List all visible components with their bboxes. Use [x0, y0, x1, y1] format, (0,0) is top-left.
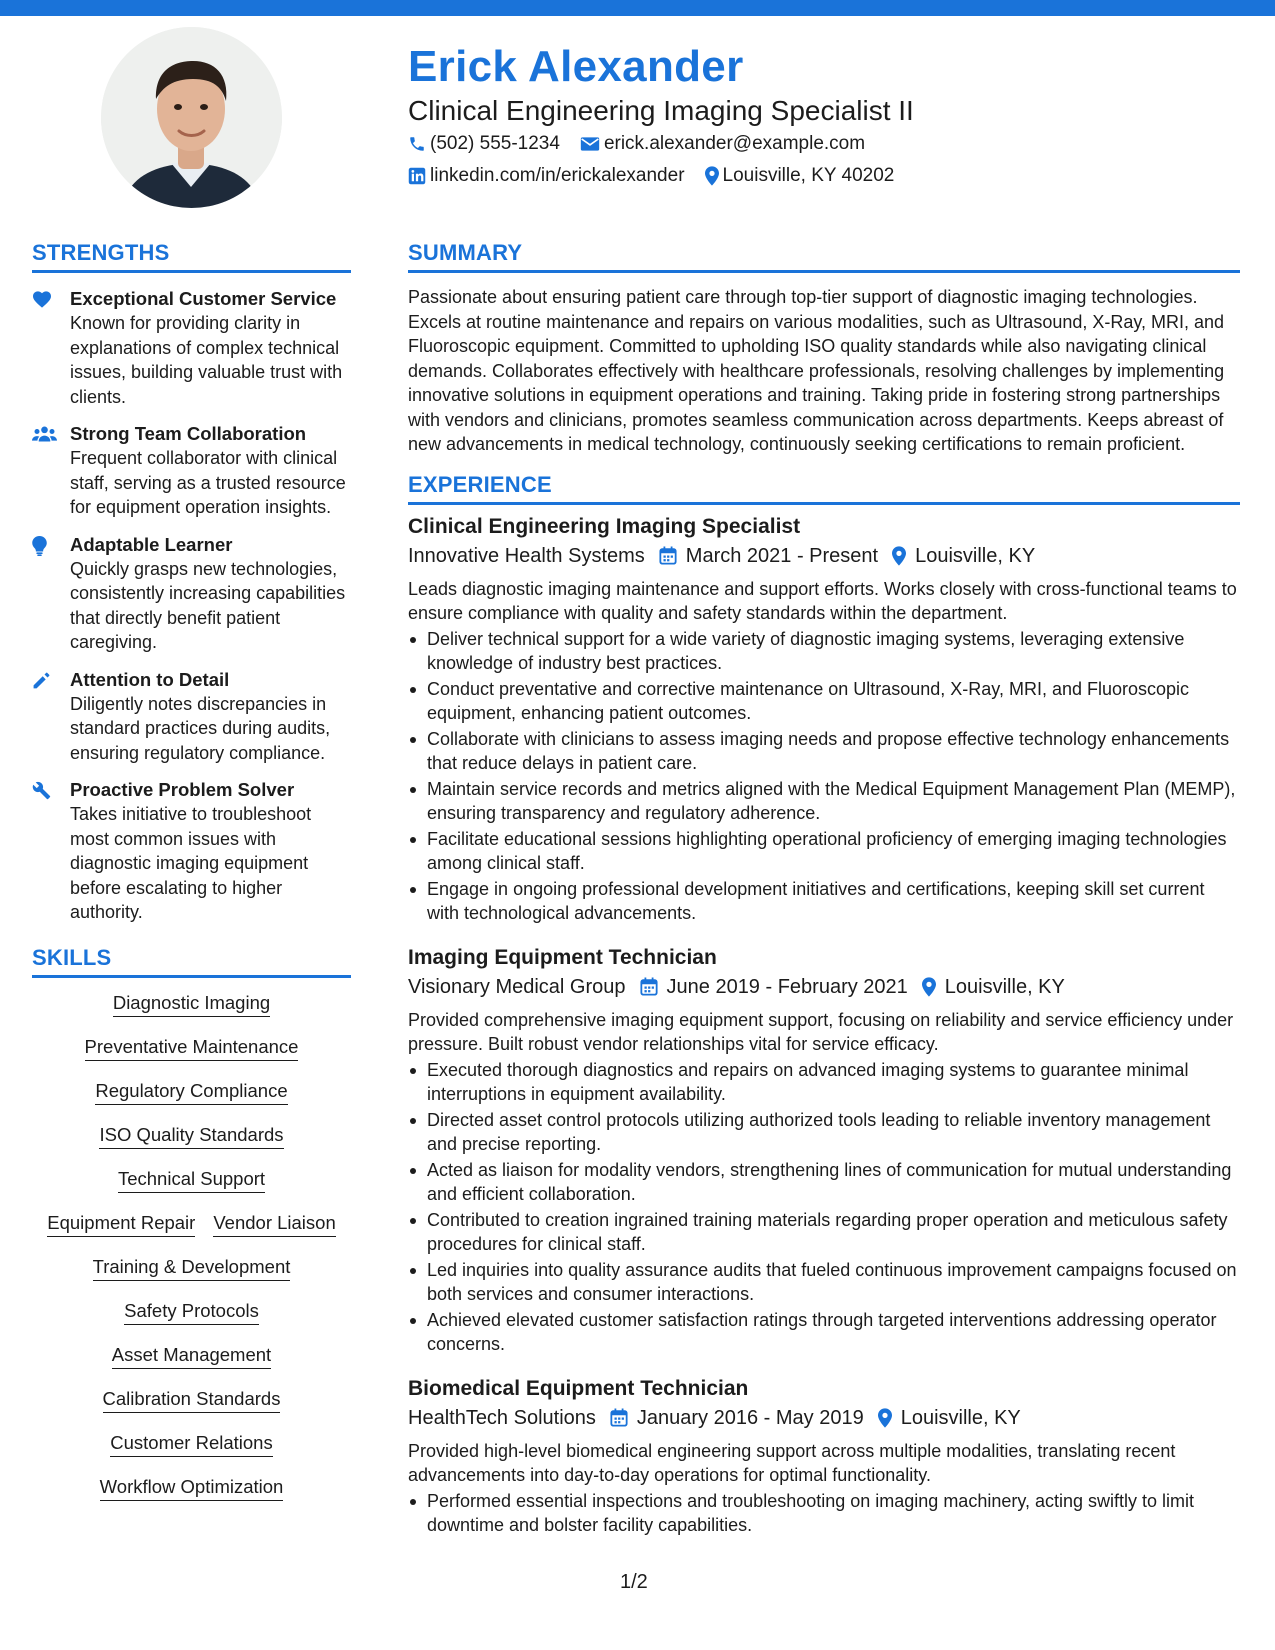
candidate-title: Clinical Engineering Imaging Specialist II	[408, 95, 914, 126]
job-role: Biomedical Equipment Technician	[408, 1376, 749, 1400]
strength-item	[32, 668, 351, 766]
job-bullet: Conduct preventative and corrective maintenance on Ultrasound, X-Ray, MRI, and Fluoroscopic equipment, enhancing patient outcomes.	[408, 677, 1240, 726]
job-location-text: Louisville, KY	[915, 544, 1036, 567]
calendar-icon	[659, 546, 677, 565]
contact-email[interactable]	[580, 133, 865, 155]
page-number: 1/2	[620, 1571, 648, 1593]
strength-desc: Known for providing clarity in explanations of complex technical issues, building valuable trust with clients.	[70, 313, 343, 407]
job-bullet: Performed essential inspections and troubleshooting on imaging machinery, acting swiftly to limit downtime and bolster facility capabilities.	[408, 1489, 1240, 1538]
skill-tag: Preventative Maintenance	[85, 1036, 299, 1061]
job-description: Provided comprehensive imaging equipment support, focusing on reliability and service efficiency under pressure. Built robust vendor relationships vital for service efficacy.	[408, 1009, 1234, 1054]
top-accent-bar	[0, 0, 1275, 16]
strength-desc: Takes initiative to troubleshoot most common issues with diagnostic imaging equipment before escalating to higher authority.	[70, 804, 312, 922]
job-bullet: Contributed to creation ingrained training materials regarding proper operation and meticulous safety procedures for clinical staff.	[408, 1208, 1240, 1257]
skills-heading: SKILLS	[32, 945, 351, 978]
contact-location	[705, 165, 895, 187]
pencil-icon	[32, 671, 51, 690]
job-bullet: Facilitate educational sessions highlighting operational proficiency of emerging imaging technologies among clinical staff.	[408, 827, 1240, 876]
job-dates	[659, 541, 878, 571]
job-meta	[408, 541, 1240, 571]
job-bullet: Engage in ongoing professional development initiatives and certifications, keeping skill set current with technological advancements.	[408, 877, 1240, 926]
linkedin-text: linkedin.com/in/erickalexander	[430, 165, 685, 186]
job-location-text: Louisville, KY	[900, 1406, 1021, 1429]
job-dates-text: January 2016 - May 2019	[636, 1406, 864, 1429]
strengths-heading: STRENGTHS	[32, 240, 351, 273]
job-description: Provided high-level biomedical engineering support across multiple modalities, translating recent advancements into day-to-day operations for optimal functionality.	[408, 1440, 1176, 1485]
job-role: Imaging Equipment Technician	[408, 945, 717, 969]
job-company: Innovative Health Systems	[408, 544, 645, 567]
skill-tag: Asset Management	[112, 1344, 271, 1369]
heart-icon	[32, 290, 52, 308]
job-role: Clinical Engineering Imaging Specialist	[408, 514, 801, 538]
strength-desc: Frequent collaborator with clinical staff, serving as a trusted resource for equipment operation insights.	[70, 448, 346, 517]
strength-desc: Diligently notes discrepancies in standard practices during audits, ensuring regulatory compliance.	[70, 693, 331, 763]
strength-item	[32, 533, 351, 655]
experience-entry	[408, 944, 1240, 1357]
experience-heading: EXPERIENCE	[408, 472, 1240, 505]
strength-item	[32, 287, 351, 409]
summary-text: Passionate about ensuring patient care through top-tier support of diagnostic imaging technologies. Excels at routine maintenance and repairs on various modalities, such as Ultrasound, X-Ray, MRI, and Fluoroscopic equipment. Committed to upholding ISO quality standards while also navigating clinical demands. Collaborates effectively with healthcare professionals, resolving challenges by implementing innovative solutions in equipment operations and training. Taking pride in fostering strong partnerships with vendors and clinicians, promotes seamless communication across departments. Keeps abreast of new advancements in medical technology, continuously seeking certifications to remain proficient.	[408, 287, 1225, 454]
skills-list	[32, 992, 351, 1501]
strength-title: Adaptable Learner	[70, 533, 233, 555]
wrench-icon	[32, 781, 51, 800]
job-company: HealthTech Solutions	[408, 1406, 596, 1429]
skill-tag: Workflow Optimization	[100, 1476, 284, 1501]
contact-row-secondary	[408, 165, 914, 187]
skill-tag: Safety Protocols	[124, 1300, 259, 1325]
right-column	[408, 240, 1240, 1538]
envelope-icon	[580, 136, 600, 152]
job-bullets	[408, 1489, 1240, 1538]
map-pin-icon	[922, 977, 936, 997]
left-column	[32, 240, 351, 1520]
users-icon	[32, 425, 57, 443]
skill-tag: Diagnostic Imaging	[113, 992, 270, 1017]
profile-photo-illustration	[101, 27, 282, 208]
job-location	[892, 541, 1035, 571]
job-meta	[408, 972, 1240, 1002]
experience-entry	[408, 513, 1240, 926]
job-location	[878, 1403, 1021, 1433]
job-bullet: Executed thorough diagnostics and repairs on advanced imaging systems to guarantee minimal interruptions in equipment availability.	[408, 1058, 1240, 1107]
strength-desc: Quickly grasps new technologies, consistently increasing capabilities that directly benefit patient caregiving.	[70, 558, 346, 652]
linkedin-icon	[408, 167, 426, 185]
contact-linkedin[interactable]	[408, 165, 685, 187]
job-dates-text: June 2019 - February 2021	[666, 975, 908, 998]
job-bullet: Achieved elevated customer satisfaction ratings through targeted interventions addressing operator concerns.	[408, 1308, 1240, 1357]
strengths-list	[32, 287, 351, 925]
job-bullet: Collaborate with clinicians to assess imaging needs and propose effective technology enhancements that reduce delays in patient care.	[408, 727, 1240, 776]
strength-item	[32, 778, 351, 925]
skill-tag: Calibration Standards	[103, 1388, 281, 1413]
location-text: Louisville, KY 40202	[722, 165, 895, 186]
skill-tag: Regulatory Compliance	[95, 1080, 287, 1105]
strength-title: Strong Team Collaboration	[70, 423, 307, 444]
strength-item	[32, 422, 351, 520]
job-bullet: Maintain service records and metrics aligned with the Medical Equipment Management Plan (MEMP), ensuring transparency and regulatory adherence.	[408, 777, 1240, 826]
email-text: erick.alexander@example.com	[603, 133, 866, 154]
map-pin-icon	[892, 546, 906, 566]
lightbulb-icon	[32, 536, 47, 556]
candidate-name: Erick Alexander	[408, 42, 744, 91]
phone-icon	[408, 135, 426, 153]
job-bullet: Directed asset control protocols utilizing authorized tools leading to reliable inventory management and precise reporting.	[408, 1108, 1240, 1157]
skill-tag: Customer Relations	[110, 1432, 272, 1457]
strength-title: Exceptional Customer Service	[70, 288, 337, 309]
contact-phone[interactable]	[408, 133, 560, 155]
map-pin-icon	[705, 166, 719, 186]
skill-tag: Equipment Repair	[47, 1212, 195, 1237]
job-company: Visionary Medical Group	[408, 975, 626, 998]
skill-tag: Training & Development	[93, 1256, 291, 1281]
calendar-icon	[610, 1408, 628, 1427]
job-meta	[408, 1403, 1240, 1433]
job-dates-text: March 2021 - Present	[685, 544, 879, 567]
job-location	[922, 972, 1065, 1002]
contact-row-primary	[408, 133, 885, 155]
skill-tag: Technical Support	[118, 1168, 265, 1193]
strength-title: Proactive Problem Solver	[70, 779, 295, 800]
skill-tag: ISO Quality Standards	[99, 1124, 283, 1149]
job-description: Leads diagnostic imaging maintenance and support efforts. Works closely with cross-functional teams to ensure compliance with quality and safety standards within the department.	[408, 578, 1237, 623]
job-location-text: Louisville, KY	[944, 975, 1065, 998]
job-bullet: Deliver technical support for a wide variety of diagnostic imaging systems, leveraging extensive knowledge of industry best practices.	[408, 627, 1240, 676]
job-bullets	[408, 1058, 1240, 1357]
phone-text: (502) 555-1234	[430, 133, 560, 154]
calendar-icon	[640, 977, 658, 996]
summary-heading: SUMMARY	[408, 240, 1240, 273]
job-bullets	[408, 627, 1240, 926]
skill-tag: Vendor Liaison	[213, 1212, 335, 1237]
experience-entry	[408, 1375, 1240, 1538]
job-bullet: Led inquiries into quality assurance audits that fueled continuous improvement campaigns focused on both services and consumer interactions.	[408, 1258, 1240, 1307]
map-pin-icon	[878, 1408, 892, 1428]
strength-title: Attention to Detail	[70, 668, 230, 690]
profile-photo	[101, 27, 282, 208]
job-dates	[640, 972, 908, 1002]
job-dates	[610, 1403, 864, 1433]
job-bullet: Acted as liaison for modality vendors, strengthening lines of communication for mutual understanding and efficient collaboration.	[408, 1158, 1240, 1207]
